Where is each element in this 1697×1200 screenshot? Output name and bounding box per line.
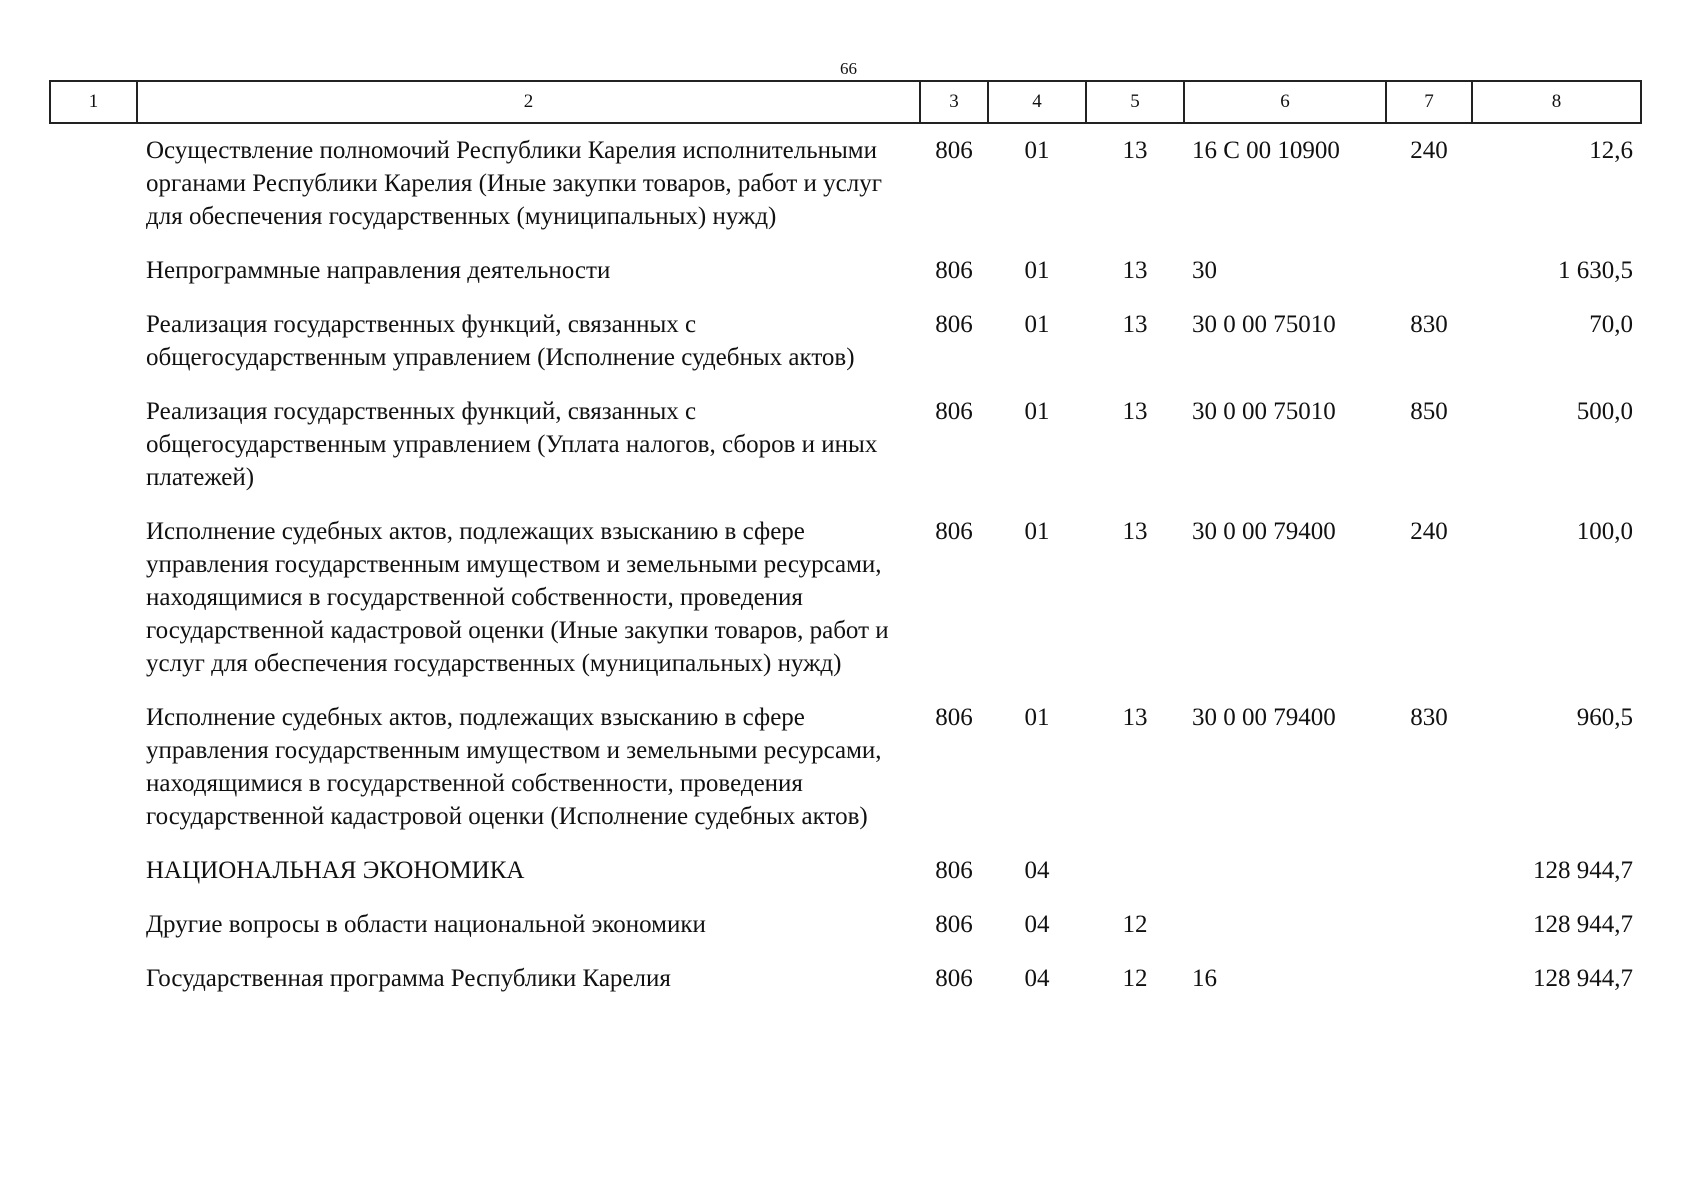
header-row [50, 81, 1641, 123]
cell-expense-type: 830 [1410, 704, 1448, 731]
cell-section-code: 01 [1024, 311, 1050, 338]
cell-section-code: 04 [1024, 965, 1050, 992]
cell-target-code: 16 С 00 10900 [1192, 137, 1340, 164]
cell-amount: 100,0 [1576, 518, 1633, 545]
page-number: 66 [840, 59, 857, 78]
header-col-5: 5 [1086, 81, 1184, 123]
cell-section-code: 04 [1024, 857, 1050, 884]
cell-ministry-code: 806 [935, 137, 973, 164]
cell-ministry-code: 806 [935, 311, 973, 338]
cell-target-code: 30 0 00 75010 [1192, 398, 1336, 425]
cell-expense-type: 850 [1410, 398, 1448, 425]
cell-amount: 12,6 [1589, 137, 1633, 164]
cell-section-code: 04 [1024, 911, 1050, 938]
cell-ministry-code: 806 [935, 857, 973, 884]
cell-description: Осуществление полномочий Республики Карелия исполнительными органами Республики Карелия (Иные закупки товаров, работ и услуг для обеспечения государственных (муниципальных) нужд) [146, 137, 882, 230]
table-row [50, 691, 1641, 844]
cell-number [50, 898, 137, 952]
table-row [50, 244, 1641, 298]
cell-target-code: 30 0 00 75010 [1192, 311, 1336, 338]
cell-amount: 500,0 [1576, 398, 1633, 425]
table-row [50, 505, 1641, 691]
cell-description: Исполнение судебных актов, подлежащих взысканию в сфере управления государственным имуществом и земельными ресурсами, находящимися в государственной собственности, проведения государственной кадастровой оценки (Иные закупки товаров, работ и услуг для обеспечения государственных (муниципальных) нужд) [146, 518, 889, 677]
cell-amount: 1 630,5 [1558, 257, 1633, 284]
cell-ministry-code: 806 [935, 518, 973, 545]
cell-target-code: 30 0 00 79400 [1192, 704, 1336, 731]
cell-number [50, 505, 137, 691]
cell-subsection-code: 13 [1122, 137, 1148, 164]
cell-ministry-code: 806 [935, 398, 973, 425]
cell-subsection-code: 13 [1122, 704, 1148, 731]
cell-target-code: 30 [1192, 257, 1217, 284]
header-col-6: 6 [1184, 81, 1386, 123]
cell-expense-type: 240 [1410, 137, 1448, 164]
table-row [50, 385, 1641, 505]
cell-expense-type [1386, 952, 1472, 1006]
cell-number [50, 123, 137, 244]
cell-ministry-code: 806 [935, 257, 973, 284]
table-body [50, 123, 1641, 1006]
cell-subsection-code: 12 [1122, 911, 1148, 938]
table-row [50, 123, 1641, 244]
cell-amount: 128 944,7 [1533, 857, 1633, 884]
cell-number [50, 298, 137, 385]
cell-expense-type: 830 [1410, 311, 1448, 338]
header-col-7: 7 [1386, 81, 1472, 123]
table-header [50, 81, 1641, 123]
cell-section-code: 01 [1024, 398, 1050, 425]
cell-subsection-code: 13 [1122, 257, 1148, 284]
header-col-2: 2 [137, 81, 920, 123]
cell-description: Исполнение судебных актов, подлежащих взысканию в сфере управления государственным имуществом и земельными ресурсами, находящимися в государственной собственности, проведения государственной кадастровой оценки (Исполнение судебных актов) [146, 704, 882, 830]
cell-amount: 128 944,7 [1533, 911, 1633, 938]
cell-section-code: 01 [1024, 137, 1050, 164]
cell-number [50, 952, 137, 1006]
cell-subsection-code [1086, 844, 1184, 898]
cell-ministry-code: 806 [935, 911, 973, 938]
cell-subsection-code: 12 [1122, 965, 1148, 992]
cell-description: Другие вопросы в области национальной экономики [146, 911, 706, 938]
cell-amount: 128 944,7 [1533, 965, 1633, 992]
cell-number [50, 844, 137, 898]
cell-description: Государственная программа Республики Карелия [146, 965, 671, 992]
cell-number [50, 691, 137, 844]
header-col-3: 3 [920, 81, 988, 123]
header-col-8: 8 [1472, 81, 1641, 123]
table-row [50, 898, 1641, 952]
cell-expense-type: 240 [1410, 518, 1448, 545]
cell-amount: 960,5 [1576, 704, 1633, 731]
cell-subsection-code: 13 [1122, 398, 1148, 425]
cell-amount: 70,0 [1589, 311, 1633, 338]
cell-subsection-code: 13 [1122, 311, 1148, 338]
cell-description: Реализация государственных функций, связанных с общегосударственным управлением (Уплата налогов, сборов и иных платежей) [146, 398, 878, 491]
cell-ministry-code: 806 [935, 704, 973, 731]
cell-ministry-code: 806 [935, 965, 973, 992]
cell-target-code: 16 [1192, 965, 1217, 992]
cell-description: Непрограммные направления деятельности [146, 257, 611, 284]
cell-expense-type [1386, 244, 1472, 298]
cell-number [50, 244, 137, 298]
cell-number [50, 385, 137, 505]
cell-description: НАЦИОНАЛЬНАЯ ЭКОНОМИКА [146, 857, 525, 884]
cell-target-code [1184, 898, 1386, 952]
cell-section-code: 01 [1024, 704, 1050, 731]
table-row [50, 952, 1641, 1006]
cell-target-code [1184, 844, 1386, 898]
cell-expense-type [1386, 898, 1472, 952]
table-row [50, 298, 1641, 385]
cell-section-code: 01 [1024, 257, 1050, 284]
cell-section-code: 01 [1024, 518, 1050, 545]
cell-subsection-code: 13 [1122, 518, 1148, 545]
cell-description: Реализация государственных функций, связанных с общегосударственным управлением (Исполнение судебных актов) [146, 311, 855, 371]
table-row [50, 844, 1641, 898]
budget-table [49, 80, 1642, 1006]
header-col-4: 4 [988, 81, 1086, 123]
cell-target-code: 30 0 00 79400 [1192, 518, 1336, 545]
cell-expense-type [1386, 844, 1472, 898]
header-col-1: 1 [50, 81, 137, 123]
